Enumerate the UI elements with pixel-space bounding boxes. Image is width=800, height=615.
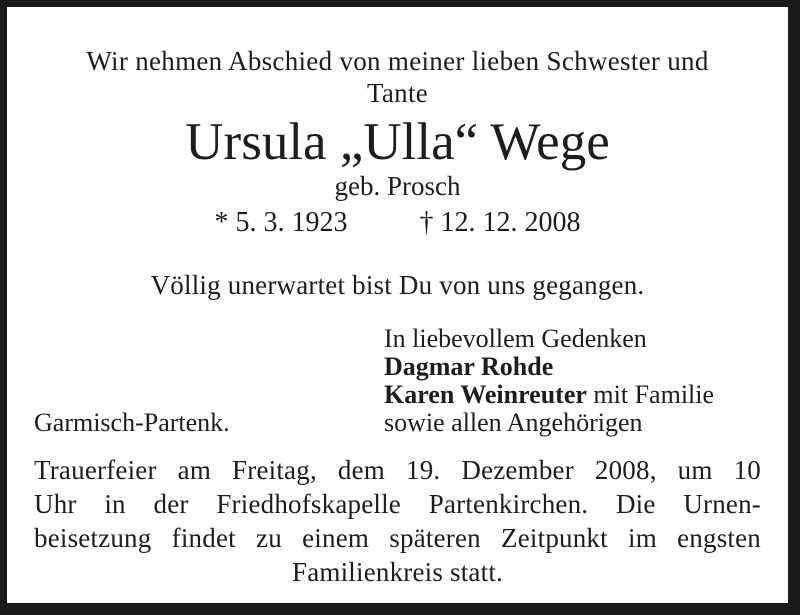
intro-line-2: Tante (366, 78, 429, 108)
birth-date: * 5. 3. 1923 (214, 207, 348, 238)
mourner-name-2: Karen Weinreuter (384, 380, 587, 409)
mourners-block (384, 325, 761, 437)
death-date: † 12. 12. 2008 (419, 207, 581, 238)
funeral-line-4: Familienkreis statt. (292, 557, 503, 587)
deceased-name: Ursula „Ulla“ Wege (185, 113, 610, 171)
funeral-announcement (34, 453, 761, 589)
mourning-section (34, 325, 761, 437)
intro-line-1: Wir nehmen Abschied von meiner lieben Schwester und (86, 46, 709, 76)
maiden-name: geb. Prosch (334, 171, 461, 201)
funeral-line-2: Uhr in der Friedhofskapelle Partenkirchen. Die Urnen- (34, 489, 761, 519)
life-dates (34, 207, 761, 239)
mourning-closing: sowie allen Angehörigen (384, 408, 643, 437)
funeral-line-1: Trauerfeier am Freitag, dem 19. Dezember 2008, um 10 (34, 455, 761, 485)
mourning-heading: In liebevollem Gedenken (384, 324, 647, 353)
mourner-name-1: Dagmar Rohde (384, 352, 554, 381)
mourner-suffix: mit Familie (593, 380, 715, 409)
intro-text (34, 45, 761, 109)
epitaph-line: Völlig unerwartet bist Du von uns gegangen. (150, 270, 645, 300)
place-name: Garmisch-Partenk. (34, 408, 230, 437)
mourner-line-2 (384, 381, 761, 409)
funeral-line-3: beisetzung findet zu einem späteren Zeitpunkt im engsten (34, 523, 761, 553)
